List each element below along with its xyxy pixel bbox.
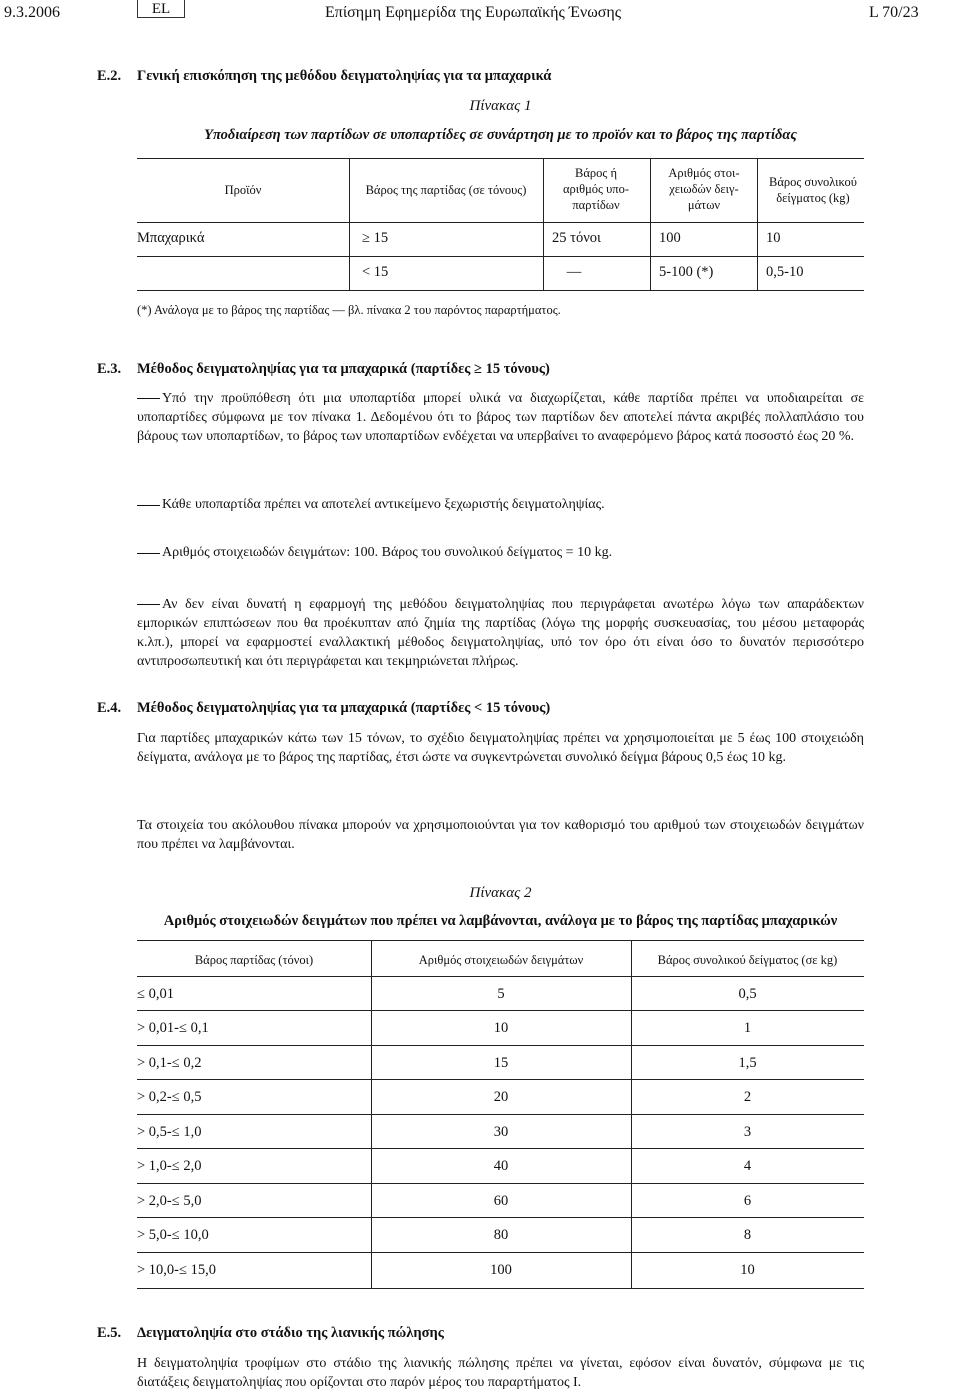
table1-cell-sublots: 25 τόνοι: [552, 230, 601, 246]
table1-cell-samples: 5-100 (*): [659, 264, 714, 280]
table2-cell-lot-weight: ≤ 0,01: [137, 986, 174, 1002]
table2-cell-samples: 80: [493, 1227, 509, 1243]
e3-item-4: Αν δεν είναι δυνατή η εφαρμογή της μεθόδου δειγματοληψίας που περιγράφεται ανωτέρω λόγω των απαράδεκτων εμπορικών επιπτώσεων που θα προέκυπταν από ζημία της παρτίδας (λόγω της μορφής συσκευασίας, του μέσου μεταφοράς κ.λπ.), μπορεί να εφαρμοστεί εναλλακτική μέθοδος δειγματοληψίας, υπό τον όρο ότι είναι όσο το δυνατόν περισσότερο αντιπροσωπευτική και ότι περιγράφεται και τεκμηριώνεται πλήρως.: [137, 597, 864, 669]
table1-header-lot-weight: Βάρος της παρτίδας (σε τόνους): [365, 183, 527, 197]
table1-label: Πίνακας 1: [469, 98, 532, 114]
table1-cell-product: Μπαχαρικά: [137, 230, 205, 246]
table1-cell-sublots: —: [566, 264, 582, 280]
e5-paragraph: Η δειγματοληψία τροφίμων στο στάδιο της λιανικής πώλησης πρέπει να γίνεται, εφόσον είναι δυνατόν, σύμφωνα με τις διατάξεις δειγματοληψίας που ορίζονται στο παρόν μέρος του παραρτήματος I.: [137, 1356, 864, 1390]
section-e4-title: Μέθοδος δειγματοληψίας για τα μπαχαρικά (παρτίδες < 15 τόνους): [137, 700, 551, 716]
table1-cell-lot-weight: ≥ 15: [362, 230, 389, 246]
table1-header-total: Βάρος συνολικού δείγματος (kg): [768, 175, 857, 205]
table2-cell-total: 10: [740, 1262, 755, 1278]
section-e5-title: Δειγματοληψία στο στάδιο της λιανικής πώλησης: [137, 1325, 444, 1341]
table2-cell-lot-weight: > 10,0-≤ 15,0: [137, 1262, 216, 1278]
section-e4-number: E.4.: [97, 700, 122, 716]
table2-cell-total: 1: [743, 1020, 752, 1036]
language-code-box: EL: [137, 0, 185, 18]
section-e5-number: E.5.: [97, 1325, 122, 1341]
table2-cell-lot-weight: > 0,2-≤ 0,5: [137, 1089, 202, 1105]
section-e3-number: E.3.: [97, 361, 122, 377]
table1-cell-samples: 100: [659, 230, 681, 246]
table2-cell-samples: 100: [490, 1262, 512, 1278]
table2-cell-total: 2: [743, 1089, 752, 1105]
table2-label: Πίνακας 2: [469, 885, 532, 901]
table2-cell-total: 6: [743, 1193, 752, 1209]
table2-cell-samples: 40: [493, 1158, 509, 1174]
section-e3-title: Μέθοδος δειγματοληψίας για τα μπαχαρικά (παρτίδες ≥ 15 τόνους): [137, 361, 550, 377]
table2-cell-lot-weight: > 0,5-≤ 1,0: [137, 1124, 202, 1140]
header-date: 9.3.2006: [4, 4, 60, 21]
table2-cell-total: 8: [743, 1227, 752, 1243]
table2-cell-lot-weight: > 0,01-≤ 0,1: [137, 1020, 209, 1036]
section-e2-number: E.2.: [97, 68, 122, 84]
table1-cell-total: 0,5-10: [766, 264, 804, 280]
page-reference: L 70/23: [869, 4, 919, 21]
table2-cell-lot-weight: > 1,0-≤ 2,0: [137, 1158, 202, 1174]
table2-cell-lot-weight: > 5,0-≤ 10,0: [137, 1227, 209, 1243]
table2-header-samples: Αριθμός στοιχειωδών δειγμάτων: [418, 953, 584, 967]
table2-cell-total: 4: [743, 1158, 752, 1174]
table1-header-sublots: Βάρος ή αριθμός υπο- παρτίδων: [562, 166, 630, 212]
table2-cell-samples: 10: [493, 1020, 509, 1036]
table1-header-product: Προϊόν: [224, 183, 262, 197]
table2-title: Αριθμός στοιχειωδών δειγμάτων που πρέπει να λαμβάνονται, ανάλογα με το βάρος της παρτίδας μπαχαρικών: [163, 913, 838, 929]
table2-cell-samples: 5: [497, 986, 505, 1002]
table2-cell-total: 1,5: [738, 1055, 757, 1071]
table2-cell-lot-weight: > 2,0-≤ 5,0: [137, 1193, 202, 1209]
table1-title: Υποδιαίρεση των παρτίδων σε υποπαρτίδες σε συνάρτηση με το προϊόν και το βάρος της παρτίδας: [204, 127, 797, 143]
table2-cell-total: 0,5: [738, 986, 757, 1002]
journal-title: Επίσημη Εφημερίδα της Ευρωπαϊκής Ένωσης: [325, 4, 622, 21]
table2-header-lot-weight: Βάρος παρτίδας (τόνοι): [194, 953, 314, 967]
e3-item-1: Υπό την προϋπόθεση ότι μια υποπαρτίδα μπορεί υλικά να διαχωρίζεται, κάθε παρτίδα πρέπει να υποδιαιρείται σε υποπαρτίδες σύμφωνα με τον πίνακα 1. Δεδομένου ότι το βάρος των παρτίδων δεν αποτελεί πάντα ακριβές πολλαπλάσιο του βάρους των υποπαρτίδων, το βάρος των υποπαρτίδων ενδέχεται να υπερβαίνει το αναφερόμενο βάρος κατά ποσοστό έως 20 %.: [137, 391, 864, 444]
table2-header-total: Βάρος συνολικού δείγματος (σε kg): [657, 953, 838, 967]
table2-cell-samples: 15: [493, 1055, 509, 1071]
e4-paragraph-2: Τα στοιχεία του ακόλουθου πίνακα μπορούν να χρησιμοποιούνται για τον καθορισμό του αριθμού των στοιχειωδών δειγμάτων που πρέπει να λαμβάνονται.: [137, 818, 864, 852]
table1-footnote: (*) Ανάλογα με το βάρος της παρτίδας — βλ. πίνακα 2 του παρόντος παραρτήματος.: [137, 303, 561, 317]
e4-paragraph-1: Για παρτίδες μπαχαρικών κάτω των 15 τόνων, το σχέδιο δειγματοληψίας πρέπει να χρησιμοποιείται με 5 έως 100 στοιχειώδη δείγματα, ανάλογα με το βάρος της παρτίδας, έτσι ώστε να συγκεντρώνεται συνολικό δείγμα βάρους 0,5 έως 10 kg.: [137, 731, 864, 765]
e3-item-3: Αριθμός στοιχειωδών δειγμάτων: 100. Βάρος του συνολικού δείγματος = 10 kg.: [162, 545, 613, 560]
table2-cell-total: 3: [743, 1124, 752, 1140]
section-e2-title: Γενική επισκόπηση της μεθόδου δειγματοληψίας για τα μπαχαρικά: [137, 68, 552, 84]
table1-cell-total: 10: [766, 230, 781, 246]
e3-item-2: Κάθε υποπαρτίδα πρέπει να αποτελεί αντικείμενο ξεχωριστής δειγματοληψίας.: [162, 497, 605, 512]
table2-cell-samples: 20: [493, 1089, 509, 1105]
table1-header-samples: Αριθμός στοι- χειωδών δειγ- μάτων: [668, 166, 740, 212]
table2-cell-lot-weight: > 0,1-≤ 0,2: [137, 1055, 202, 1071]
table1-cell-lot-weight: < 15: [362, 264, 389, 280]
table2-cell-samples: 30: [493, 1124, 509, 1140]
table2-cell-samples: 60: [493, 1193, 509, 1209]
